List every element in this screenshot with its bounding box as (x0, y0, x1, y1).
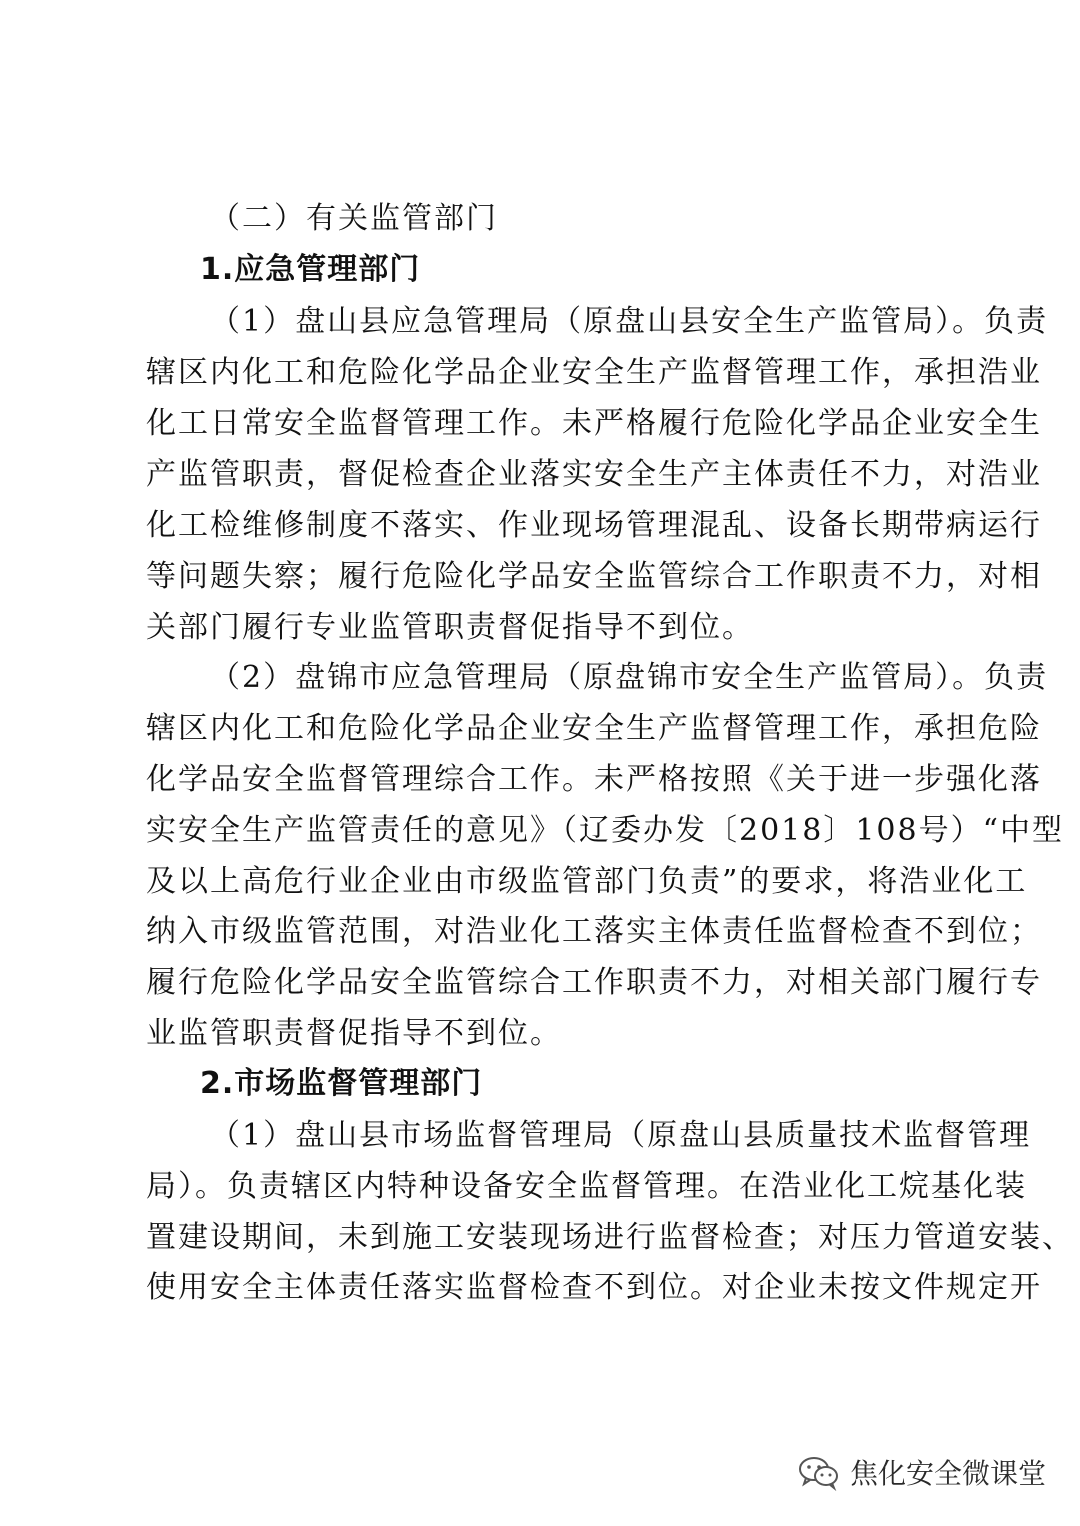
paragraph-line: 辖区内化工和危险化学品企业安全生产监督管理工作，承担危险 (146, 711, 1042, 746)
paragraph-line: 及以上高危行业企业由市级监管部门负责”的要求，将浩业化工 (146, 864, 1028, 899)
paragraph-line: 局）。负责辖区内特种设备安全监督管理。在浩业化工烷基化装 (146, 1169, 1027, 1204)
paragraph-line: （1）盘山县应急管理局（原盘山县安全生产监管局）。负责 (210, 304, 1049, 339)
paragraph-line: 履行危险化学品安全监管综合工作职责不力，对相关部门履行专 (146, 965, 1042, 1000)
subsection-heading-market: 2.市场监督管理部门 (200, 1066, 483, 1101)
watermark-text: 焦化安全微课堂 (849, 1457, 1046, 1490)
paragraph-line: 关部门履行专业监管职责督促指导不到位。 (146, 610, 754, 645)
paragraph-line: 化学品安全监督管理综合工作。未严格按照《关于进一步强化落 (146, 762, 1042, 797)
wechat-icon (798, 1455, 840, 1489)
paragraph-line: （1）盘山县市场监督管理局（原盘山县质量技术监督管理 (210, 1118, 1032, 1153)
paragraph-line: 置建设期间，未到施工安装现场进行监督检查；对压力管道安装、 (146, 1220, 1074, 1255)
paragraph-line: 辖区内化工和危险化学品企业安全生产监督管理工作，承担浩业 (146, 355, 1042, 390)
paragraph-line: 使用安全主体责任落实监督检查不到位。对企业未按文件规定开 (146, 1270, 1042, 1305)
paragraph-line: 业监管职责督促指导不到位。 (146, 1016, 562, 1051)
paragraph-line: 等问题失察；履行危险化学品安全监管综合工作职责不力，对相 (146, 559, 1042, 594)
paragraph-line: （2）盘锦市应急管理局（原盘锦市安全生产监管局）。负责 (210, 660, 1049, 695)
paragraph-line: 实安全生产监管责任的意见》（辽委办发〔2018〕108号）“中型 (146, 813, 1064, 848)
watermark (798, 1452, 1046, 1492)
paragraph-line: 化工日常安全监督管理工作。未严格履行危险化学品企业安全生 (146, 406, 1042, 441)
paragraph-line: 纳入市级监管范围，对浩业化工落实主体责任监督检查不到位； (146, 914, 1042, 949)
paragraph-line: 化工检维修制度不落实、作业现场管理混乱、设备长期带病运行 (146, 508, 1042, 543)
section-title: （二）有关监管部门 (210, 201, 498, 236)
paragraph-line: 产监管职责，督促检查企业落实安全生产主体责任不力，对浩业 (146, 457, 1042, 492)
subsection-heading-emergency: 1.应急管理部门 (200, 252, 421, 287)
